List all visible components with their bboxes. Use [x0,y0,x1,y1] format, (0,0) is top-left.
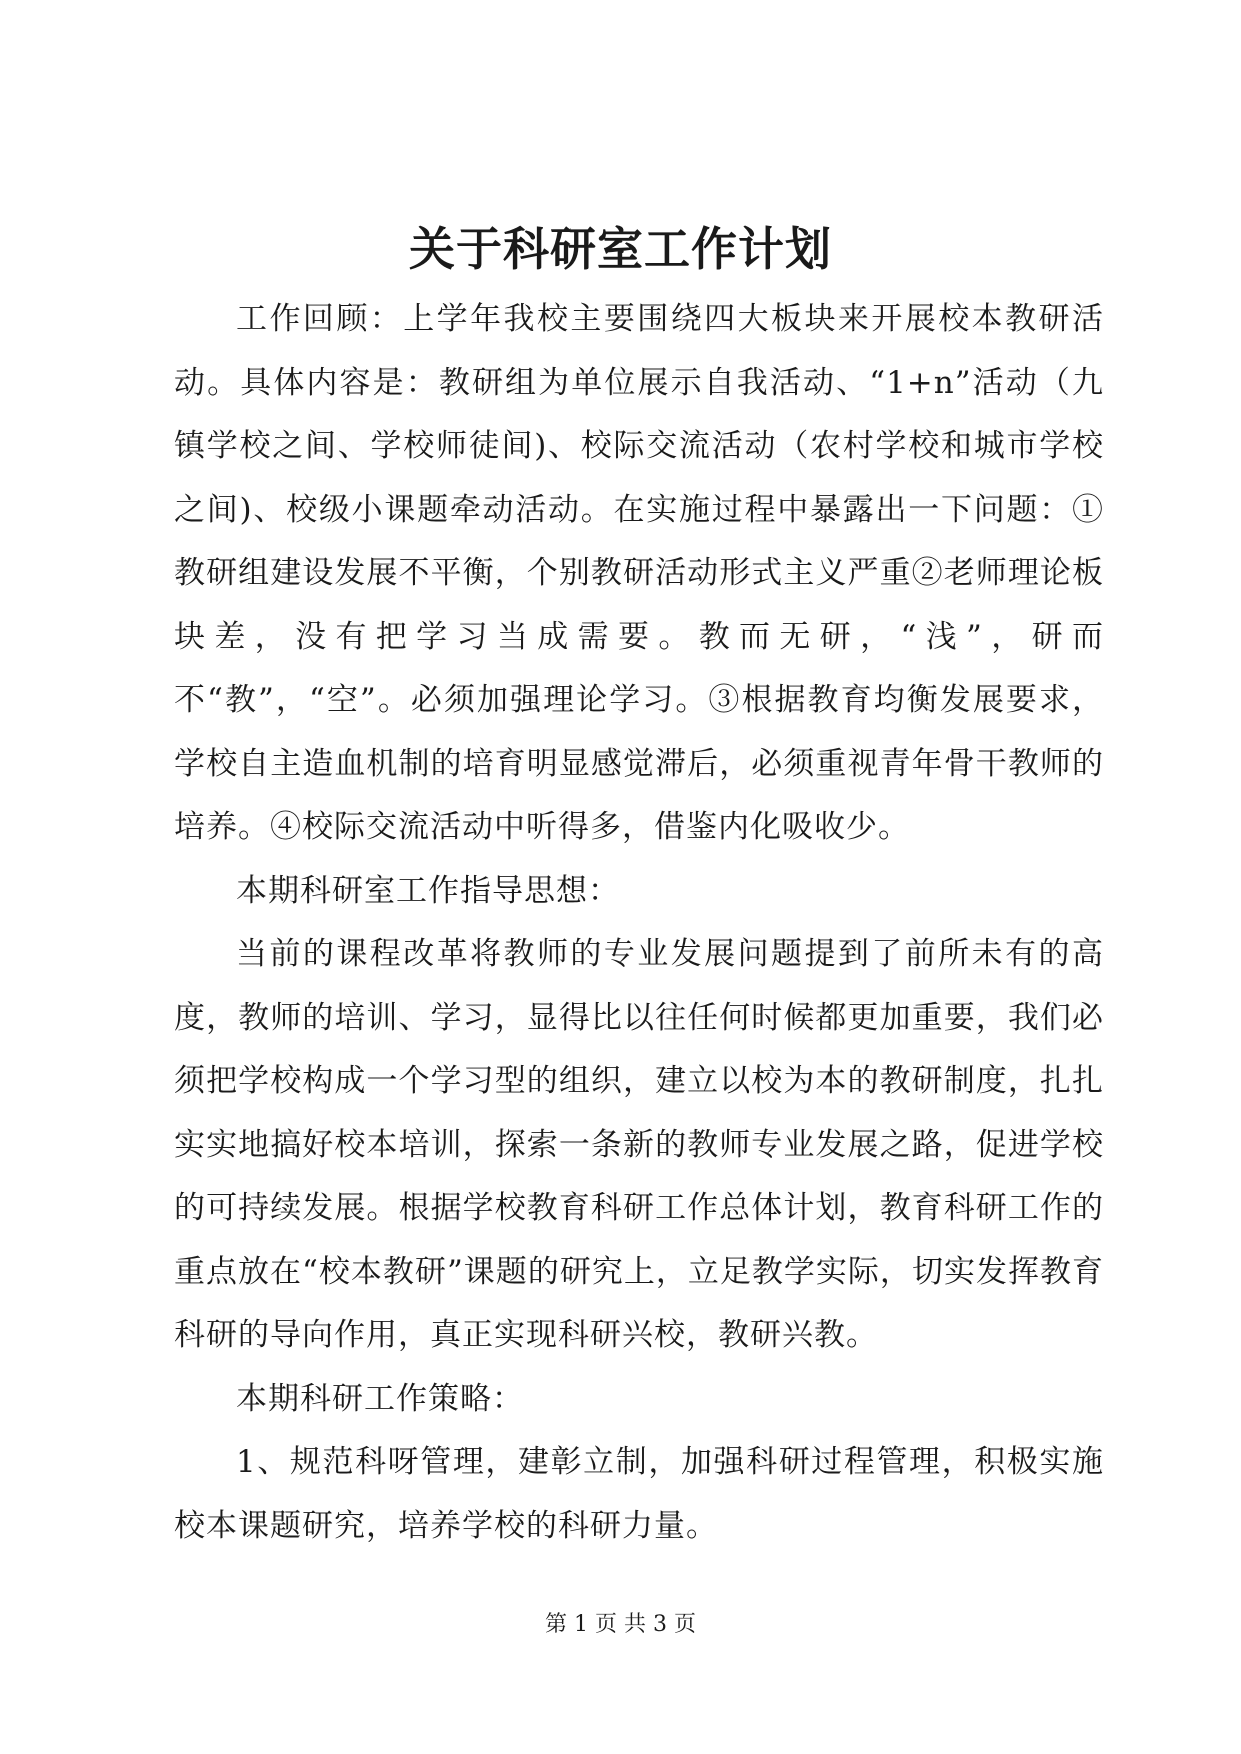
paragraph-work-review: 工作回顾：上学年我校主要围绕四大板块来开展校本教研活动。具体内容是：教研组为单位展示自我活动、“1+n”活动（九镇学校之间、学校师徒间)、校际交流活动（农村学校和城市学校之间)、校级小课题牵动活动。在实施过程中暴露出一下问题：①教研组建设发展不平衡，个别教研活动形式主义严重②老师理论板块差，没有把学习当成需要。教而无研，“浅”，研而不“教”，“空”。必须加强理论学习。③根据教育均衡发展要求，学校自主造血机制的培育明显感觉滞后，必须重视青年骨干教师的培养。④校际交流活动中听得多，借鉴内化吸收少。 [174,301,1104,845]
document-body [174,288,1104,1558]
paragraph-guiding-idea-heading: 本期科研室工作指导思想： [236,872,620,909]
paragraph-strategy-heading: 本期科研工作策略： [236,1380,524,1417]
page-indicator: 第 1 页 共 3 页 [545,1612,696,1637]
paragraph-guiding-idea: 当前的课程改革将教师的专业发展问题提到了前所未有的高度，教师的培训、学习，显得比以往任何时候都更加重要，我们必须把学校构成一个学习型的组织，建立以校为本的教研制度，扎扎实实地搞好校本培训，探索一条新的教师专业发展之路，促进学校的可持续发展。根据学校教育科研工作总体计划，教育科研工作的重点放在“校本教研”课题的研究上，立足教学实际，切实发挥教育科研的导向作用，真正实现科研兴校，教研兴教。 [174,936,1104,1353]
paragraph-strategy-item-1: 1、规范科呀管理，建彰立制，加强科研过程管理，积极实施校本课题研究，培养学校的科研力量。 [174,1444,1104,1544]
page-title: 关于科研室工作计划 [409,222,832,276]
